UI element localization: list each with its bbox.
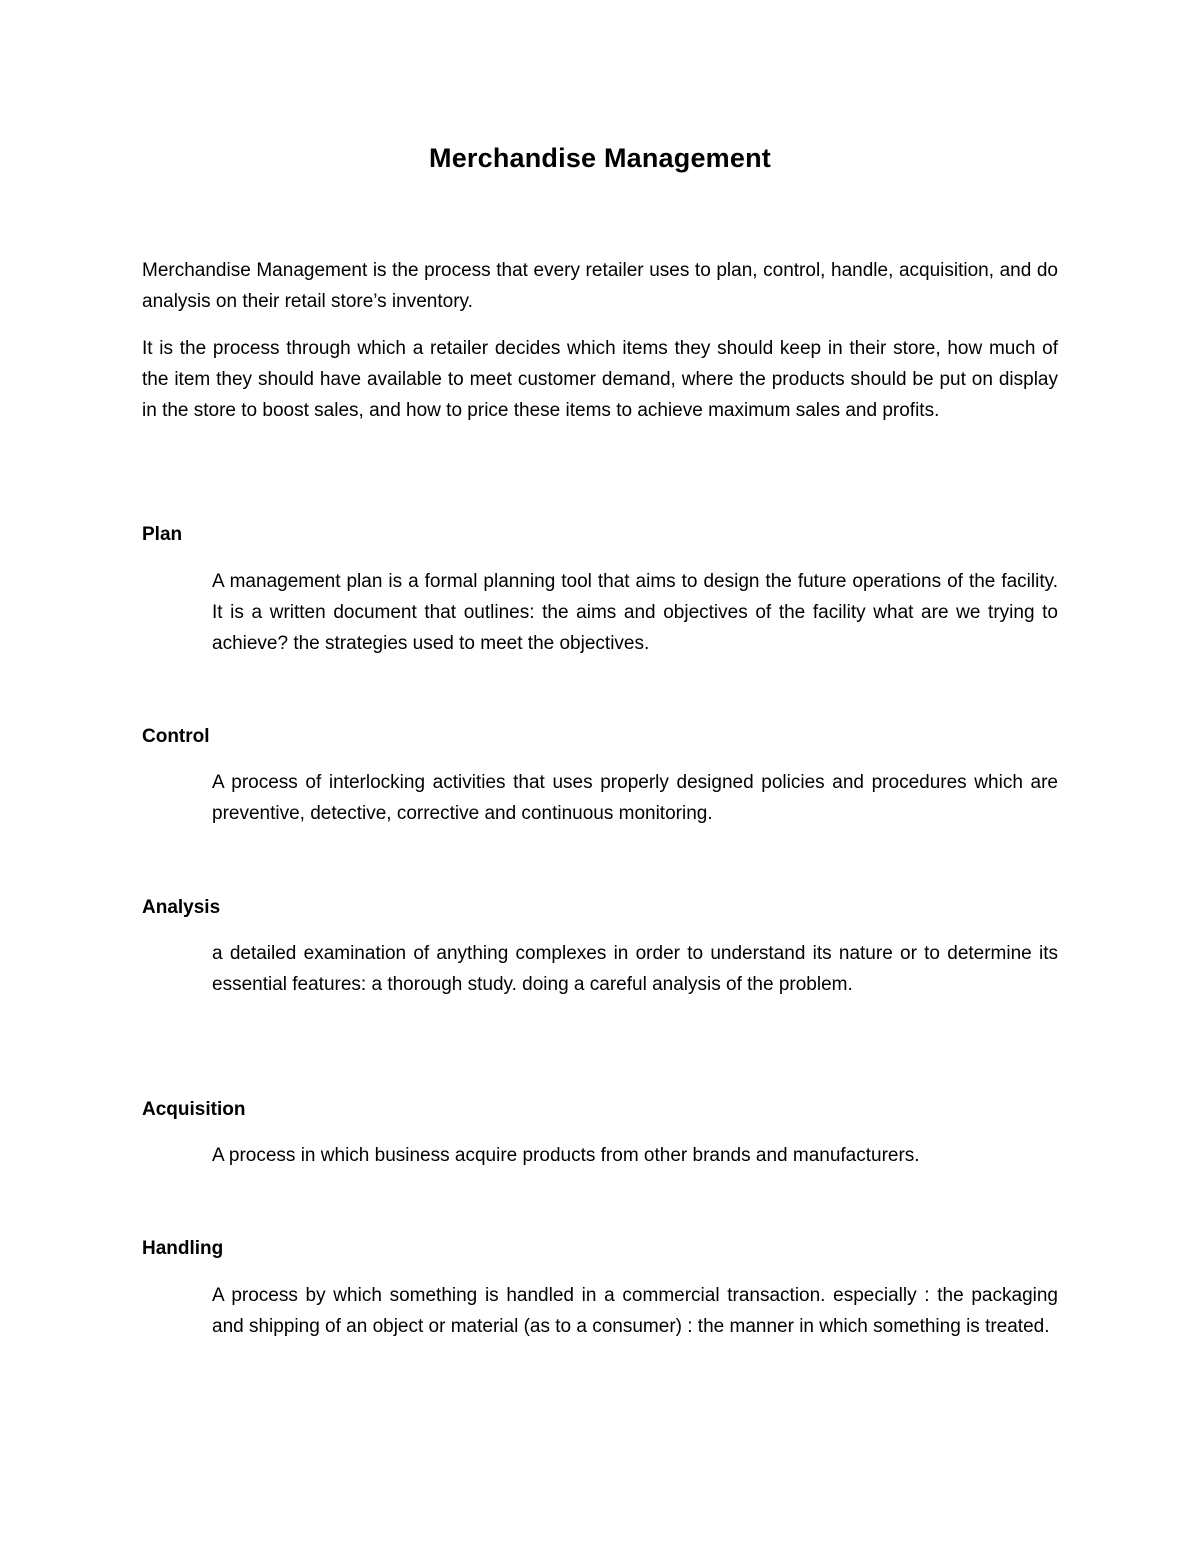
intro-paragraph-1: Merchandise Management is the process that every retailer uses to plan, control, handle, acquisition, and do analysis on their retail store’s inventory. — [142, 260, 1058, 312]
section-heading-plan: Plan — [142, 524, 183, 545]
section-text-plan: A management plan is a formal planning tool that aims to design the future operations of the facility. It is a written document that outlines: the aims and objectives of the facility what are we trying to achieve? the strategies used to meet the objectives. — [212, 571, 1058, 654]
intro-paragraph-2: It is the process through which a retailer decides which items they should keep in their store, how much of the item they should have available to meet customer demand, where the products should be put on display in the store to boost sales, and how to price these items to achieve maximum sales and profits. — [142, 338, 1058, 421]
section-heading-analysis: Analysis — [142, 897, 221, 918]
document-title: Merchandise Management — [429, 143, 771, 173]
section-text-acquisition: A process in which business acquire products from other brands and manufacturers. — [212, 1145, 920, 1166]
section-text-control: A process of interlocking activities that uses properly designed policies and procedures which are preventive, detective, corrective and continuous monitoring. — [212, 772, 1058, 824]
section-text-analysis: a detailed examination of anything complexes in order to understand its nature or to determine its essential features: a thorough study. doing a careful analysis of the problem. — [212, 943, 1058, 995]
section-text-handling: A process by which something is handled in a commercial transaction. especially : the packaging and shipping of an object or material (as to a consumer) : the manner in which something is treated. — [212, 1285, 1058, 1337]
section-heading-handling: Handling — [142, 1238, 224, 1259]
section-heading-control: Control — [142, 726, 210, 747]
section-heading-acquisition: Acquisition — [142, 1099, 246, 1120]
